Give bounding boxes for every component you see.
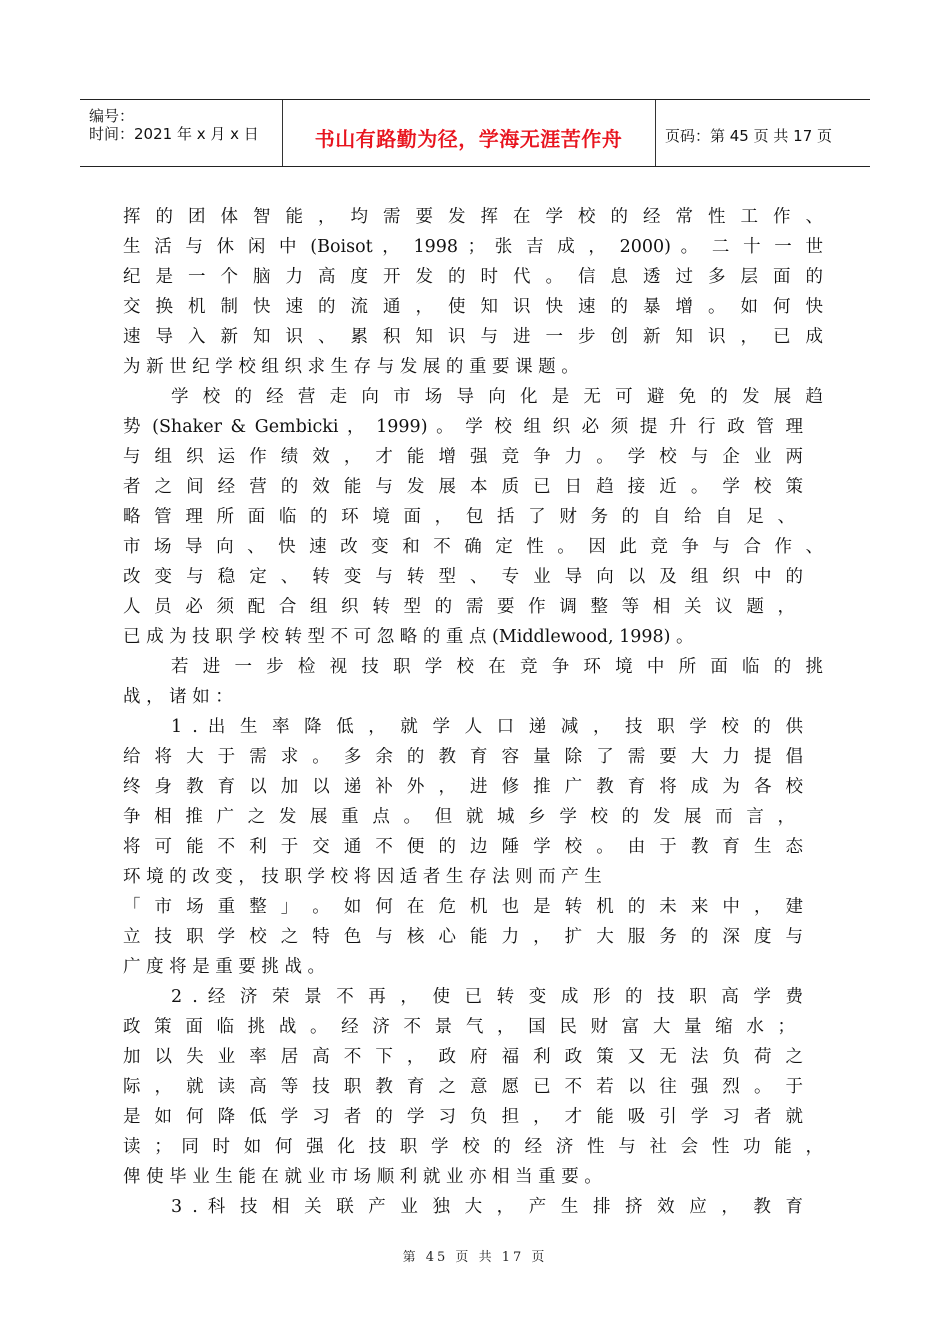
text-line: 政 策 面 临 挑 战 。 经 济 不 景 气 ， 国 民 财 富 大 量 缩 水 ； xyxy=(123,1017,795,1037)
text-line: 纪 是 一 个 脑 力 高 度 开 发 的 时 代 。 信 息 透 过 多 层 面 的 xyxy=(123,267,823,287)
header-right-cell xyxy=(655,100,870,166)
text-line: 是 如 何 降 低 学 习 者 的 学 习 负 担 ， 才 能 吸 引 学 习 者 就 xyxy=(123,1107,803,1127)
document-number-label: 编号： xyxy=(89,107,135,125)
text-line: 读 ； 同 时 如 何 强 化 技 职 学 校 的 经 济 性 与 社 会 性 功 能 ， xyxy=(123,1137,823,1157)
text-line: 挥 的 团 体 智 能 ， 均 需 要 发 挥 在 学 校 的 经 常 性 工 作 、 xyxy=(123,207,823,227)
text-line: 终 身 教 育 以 加 以 递 补 外 ， 进 修 推 广 教 育 将 成 为 各 校 xyxy=(123,777,803,797)
text-line: 者 之 间 经 营 的 效 能 与 发 展 本 质 已 日 趋 接 近 。 学 校 策 xyxy=(123,477,803,497)
text-line: 俾 使 毕 业 生 能 在 就 业 市 场 顺 利 就 业 亦 相 当 重 要 。 xyxy=(123,1167,602,1187)
text-line: 立 技 职 学 校 之 特 色 与 核 心 能 力 ， 扩 大 服 务 的 深 度 与 xyxy=(123,927,803,947)
text-line: 生 活 与 休 闲 中 (Boisot ， 1998 ； 张 吉 成 ， 2000) 。 二 十 一 世 xyxy=(123,237,823,257)
header-page-code: 页码：第 45 页 共 17 页 xyxy=(665,127,833,145)
text-line: 际 ， 就 读 高 等 技 职 教 育 之 意 愿 已 不 若 以 往 强 烈 。 于 xyxy=(123,1077,803,1097)
text-line: 环 境 的 改 变 ， 技 职 学 校 将 因 适 者 生 存 法 则 而 产 生 xyxy=(123,867,602,887)
text-line: 3 . 科 技 相 关 联 产 业 独 大 ， 产 生 排 挤 效 应 ， 教 育 xyxy=(171,1197,803,1217)
text-line: 与 组 织 运 作 绩 效 ， 才 能 增 强 竞 争 力 。 学 校 与 企 业 两 xyxy=(123,447,803,467)
text-line: 人 员 必 须 配 合 组 织 转 型 的 需 要 作 调 整 等 相 关 议 题 ， xyxy=(123,597,795,617)
text-line: 争 相 推 广 之 发 展 重 点 。 但 就 城 乡 学 校 的 发 展 而 言 ， xyxy=(123,807,795,827)
document-header xyxy=(80,99,870,167)
text-line: 略 管 理 所 面 临 的 环 境 面 ， 包 括 了 财 务 的 自 给 自 足 、 xyxy=(123,507,795,527)
text-line: 改 变 与 稳 定 、 转 变 与 转 型 、 专 业 导 向 以 及 组 织 中 的 xyxy=(123,567,803,587)
text-line: 交 换 机 制 快 速 的 流 通 ， 使 知 识 快 速 的 暴 增 。 如 何 快 xyxy=(123,297,823,317)
header-left-cell xyxy=(80,100,283,166)
header-motto: 书山有路勤为径，学海无涯苦作舟 xyxy=(314,127,623,151)
text-line: 给 将 大 于 需 求 。 多 余 的 教 育 容 量 除 了 需 要 大 力 提 倡 xyxy=(123,747,803,767)
text-line: 学 校 的 经 营 走 向 市 场 导 向 化 是 无 可 避 免 的 发 展 趋 xyxy=(171,387,823,407)
body-text xyxy=(123,202,823,1222)
text-line: 速 导 入 新 知 识 、 累 积 知 识 与 进 一 步 创 新 知 识 ， 已 成 xyxy=(123,327,823,347)
text-line: 加 以 失 业 率 居 高 不 下 ， 政 府 福 利 政 策 又 无 法 负 荷 之 xyxy=(123,1047,803,1067)
text-line: 2 . 经 济 荣 景 不 再 ， 使 已 转 变 成 形 的 技 职 高 学 费 xyxy=(171,987,803,1007)
text-line: 战 ， 诸 如 ： xyxy=(123,687,233,707)
text-line: 将 可 能 不 利 于 交 通 不 便 的 边 陲 学 校 。 由 于 教 育 生 态 xyxy=(123,837,803,857)
text-line: 已 成 为 技 职 学 校 转 型 不 可 忽 略 的 重 点 (Middlewood, 1998) 。 xyxy=(123,627,694,647)
text-line: 为 新 世 纪 学 校 组 织 求 生 存 与 发 展 的 重 要 课 题 。 xyxy=(123,357,579,377)
text-line: 广 度 将 是 重 要 挑 战 。 xyxy=(123,957,326,977)
text-line: 若 进 一 步 检 视 技 职 学 校 在 竞 争 环 境 中 所 面 临 的 挑 xyxy=(171,657,823,677)
text-line: 「 市 场 重 整 」 。 如 何 在 危 机 也 是 转 机 的 未 来 中 ， 建 xyxy=(123,897,803,917)
text-line: 势 (Shaker & Gembicki ， 1999) 。 学 校 组 织 必 须 提 升 行 政 管 理 xyxy=(123,417,803,437)
document-time-label: 时间：2021 年 x 月 x 日 xyxy=(89,125,259,143)
page-footer: 第 45 页 共 17 页 xyxy=(402,1250,548,1265)
text-line: 1 . 出 生 率 降 低 ， 就 学 人 口 递 减 ， 技 职 学 校 的 供 xyxy=(171,717,803,737)
header-middle-cell xyxy=(282,100,656,166)
text-line: 市 场 导 向 、 快 速 改 变 和 不 确 定 性 。 因 此 竞 争 与 合 作 、 xyxy=(123,537,823,557)
